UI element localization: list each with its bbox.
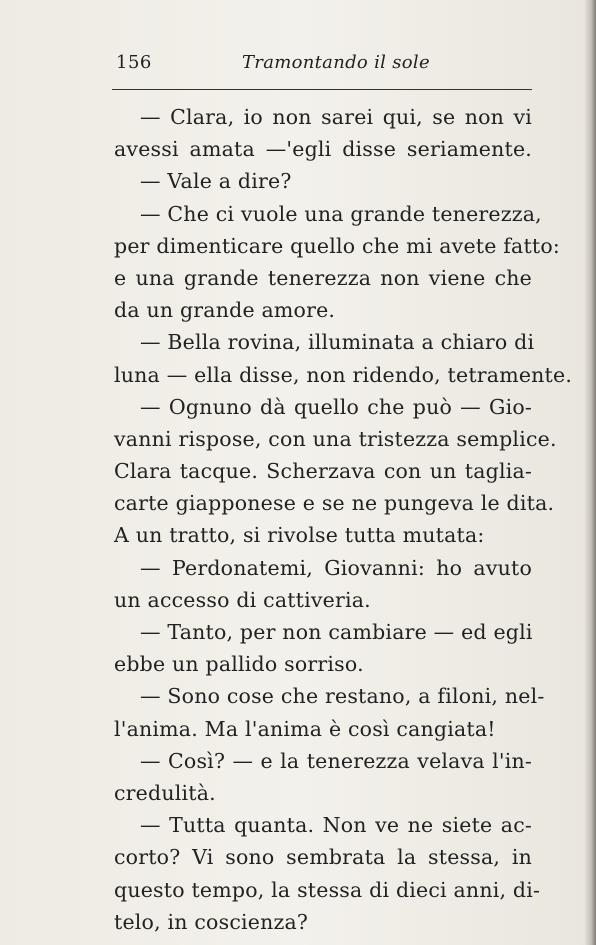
body-text [114,101,573,938]
page-header [112,50,530,80]
text-line: per dimenticare quello che mi avete fatto: [114,233,560,258]
text-line: carte giapponese e se ne pungeva le dita. [114,491,555,516]
text-line: ebbe un pallido sorriso. [114,652,364,677]
text-line: un accesso di cattiveria. [114,587,371,612]
text-line: corto? Vi sono sembrata la stessa, in [114,845,532,870]
text-line: A un tratto, si rivolse tutta mutata: [114,523,485,548]
text-line: — Vale a dire? [140,169,292,194]
text-line: — Tutta quanta. Non ve ne siete ac- [140,813,532,838]
text-line: credulità. [114,780,216,805]
text-line: — Ognuno dà quello che può — Gio- [140,394,532,419]
text-line: da un grande amore. [114,298,336,323]
text-line: vanni rispose, con una tristezza semplice. [114,426,557,451]
text-line: luna — ella disse, non ridendo, tetramente. [114,362,573,387]
running-title: Tramontando il sole [242,52,430,73]
text-line: — Bella rovina, illuminata a chiaro di [140,330,535,355]
text-line: Clara tacque. Scherzava con un taglia- [114,459,532,484]
header-rule [112,89,532,90]
text-line: — Che ci vuole una grande tenerezza, [140,201,542,226]
text-line: telo, in coscienza? [114,909,309,934]
text-line: e una grande tenerezza non viene che [114,265,532,290]
text-line: avessi amata —'egli disse seriamente. [114,137,532,162]
text-line: — Così? — e la tenerezza velava l'in- [140,748,532,773]
text-line: questo tempo, la stessa di dieci anni, di- [114,877,541,902]
text-line: — Tanto, per non cambiare — ed egli [140,620,533,644]
text-line: — Sono cose che restano, a filoni, nel- [140,684,545,709]
text-line: — Clara, io non sarei qui, se non vi [140,105,532,129]
page-edge-shadow [584,0,596,945]
page-number: 156 [116,52,152,73]
text-line: l'anima. Ma l'anima è così cangiata! [114,716,496,741]
text-line: — Perdonatemi, Giovanni: ho avuto [140,555,532,580]
